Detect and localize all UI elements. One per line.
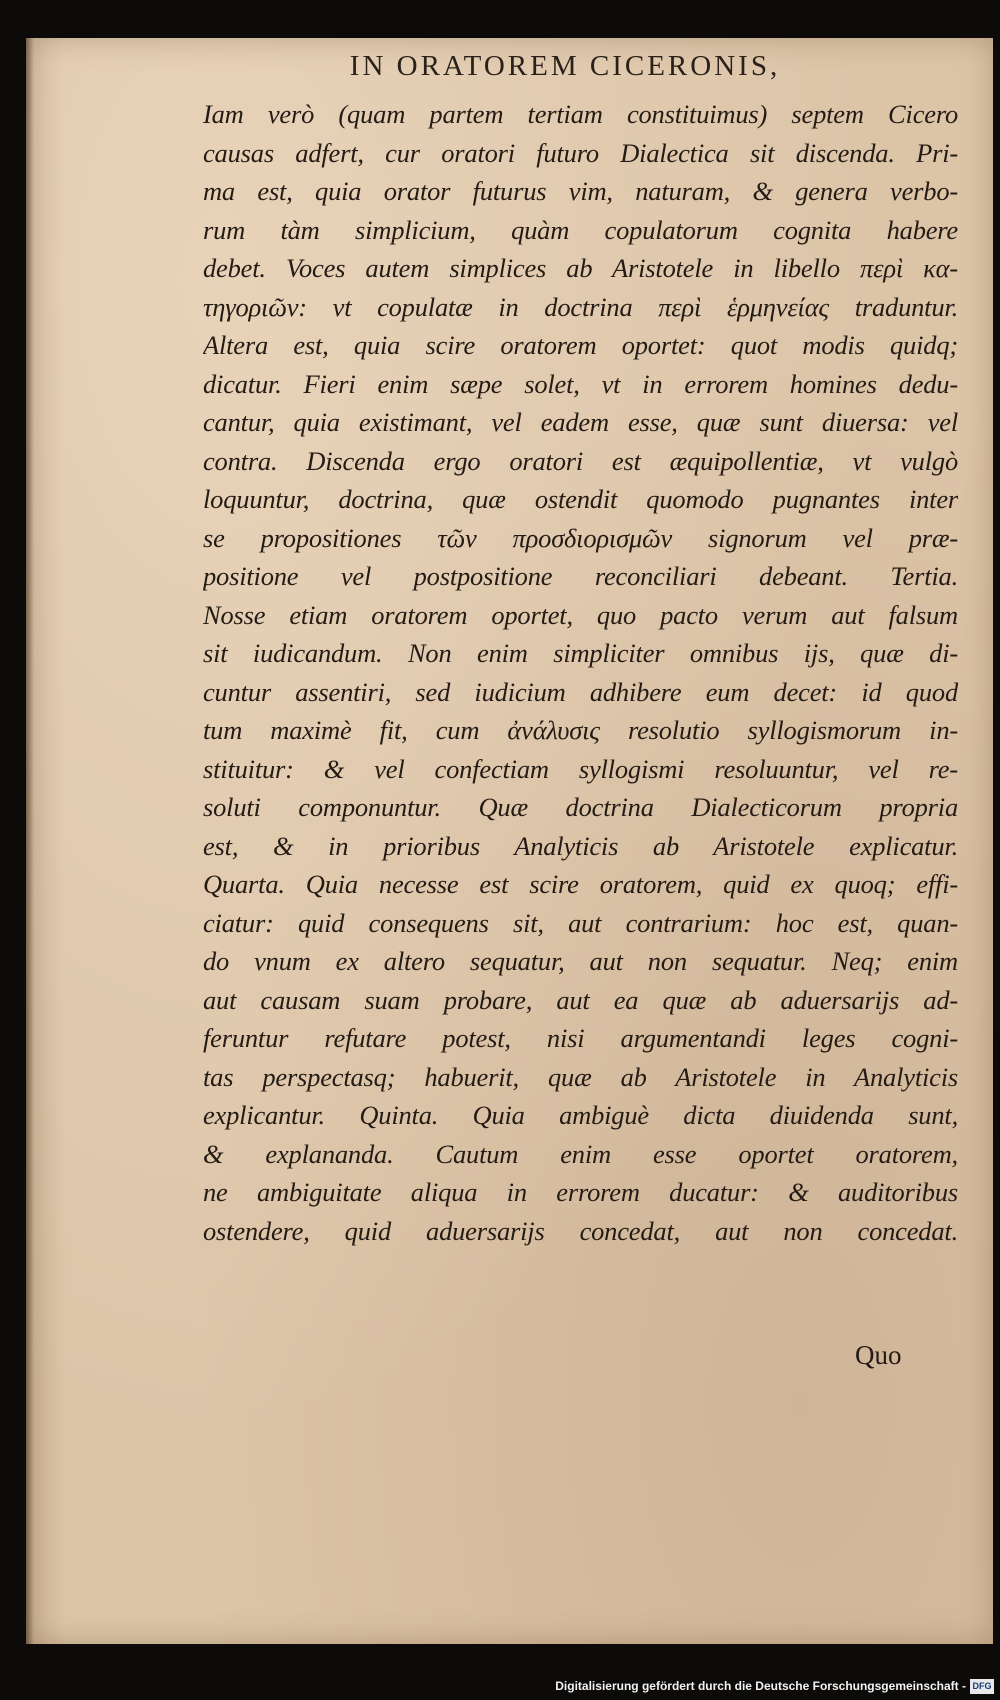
text-line: loquuntur, doctrina, quæ ostendit quomodo pugnantes inter bbox=[203, 484, 958, 514]
text-line: cuntur assentiri, sed iudicium adhibere eum decet: id quod bbox=[203, 676, 958, 707]
text-line: soluti componuntur. Quæ doctrina Dialecticorum propria bbox=[203, 792, 958, 822]
body-text bbox=[203, 95, 958, 1250]
text-line: ne ambiguitate aliqua in errorem ducatur: & auditoribus bbox=[203, 1177, 958, 1207]
text-line: τηγοριῶν: vt copulatæ in doctrina περὶ ἑρμηνείας traduntur. bbox=[203, 291, 958, 322]
text-line: feruntur refutare potest, nisi argumentandi leges cogni- bbox=[203, 1023, 958, 1053]
text-line: ma est, quia orator futurus vim, naturam, & genera verbo- bbox=[203, 176, 958, 206]
binding-shadow bbox=[26, 38, 34, 1644]
text-line: causas adfert, cur oratori futuro Dialectica sit discenda. Pri- bbox=[203, 137, 958, 168]
catchword: Quo bbox=[855, 1340, 902, 1370]
text-line: do vnum ex altero sequatur, aut non sequatur. Neq; enim bbox=[203, 946, 958, 976]
footer-credit: Digitalisierung gefördert durch die Deutsche Forschungsgemeinschaft - bbox=[555, 1679, 966, 1693]
text-line: positione vel postpositione reconciliari debeant. Tertia. bbox=[203, 561, 958, 591]
text-line: ciatur: quid consequens sit, aut contrarium: hoc est, quan- bbox=[203, 907, 958, 938]
text-line: Nosse etiam oratorem oportet, quo pacto verum aut falsum bbox=[203, 599, 958, 630]
text-line: & explananda. Cautum enim esse oportet oratorem, bbox=[203, 1138, 958, 1169]
text-line: rum tàm simplicium, quàm copulatorum cognita habere bbox=[203, 214, 958, 245]
dfg-logo-icon: DFG bbox=[970, 1679, 994, 1694]
text-line: aut causam suam probare, aut ea quæ ab aduersarijs ad- bbox=[203, 984, 958, 1015]
text-line: dicatur. Fieri enim sæpe solet, vt in errorem homines dedu- bbox=[203, 368, 958, 399]
text-line: Altera est, quia scire oratorem oportet: quot modis quidq; bbox=[203, 330, 958, 360]
text-line: est, & in prioribus Analyticis ab Aristotele explicatur. bbox=[203, 830, 958, 861]
text-line: sit iudicandum. Non enim simpliciter omnibus ijs, quæ di- bbox=[203, 638, 958, 668]
text-line: tum maximè fit, cum ἀνάλυσις resolutio syllogismorum in- bbox=[203, 715, 958, 745]
text-line: se propositiones τῶν προσδιορισμῶν signorum vel præ- bbox=[203, 522, 958, 553]
text-line: stituitur: & vel confectiam syllogismi resoluuntur, vel re- bbox=[203, 753, 958, 784]
text-line: explicantur. Quinta. Quia ambiguè dicta diuidenda sunt, bbox=[203, 1100, 958, 1130]
running-head: IN ORATOREM CICERONIS, bbox=[349, 50, 781, 82]
text-line: tas perspectasq; habuerit, quæ ab Aristotele in Analyticis bbox=[203, 1061, 958, 1092]
text-line: cantur, quia existimant, vel eadem esse, quæ sunt diuersa: vel bbox=[203, 407, 958, 437]
text-line: debet. Voces autem simplices ab Aristotele in libello περὶ κα- bbox=[203, 253, 958, 283]
digitization-footer bbox=[0, 1676, 1000, 1700]
text-line: Quarta. Quia necesse est scire oratorem, quid ex quoq; effi- bbox=[203, 869, 958, 899]
text-line: Iam verò (quam partem tertiam constituimus) septem Cicero bbox=[203, 99, 958, 129]
text-line: ostendere, quid aduersarijs concedat, aut non concedat. bbox=[203, 1215, 958, 1246]
text-line: contra. Discenda ergo oratori est æquipollentiæ, vt vulgò bbox=[203, 445, 958, 476]
